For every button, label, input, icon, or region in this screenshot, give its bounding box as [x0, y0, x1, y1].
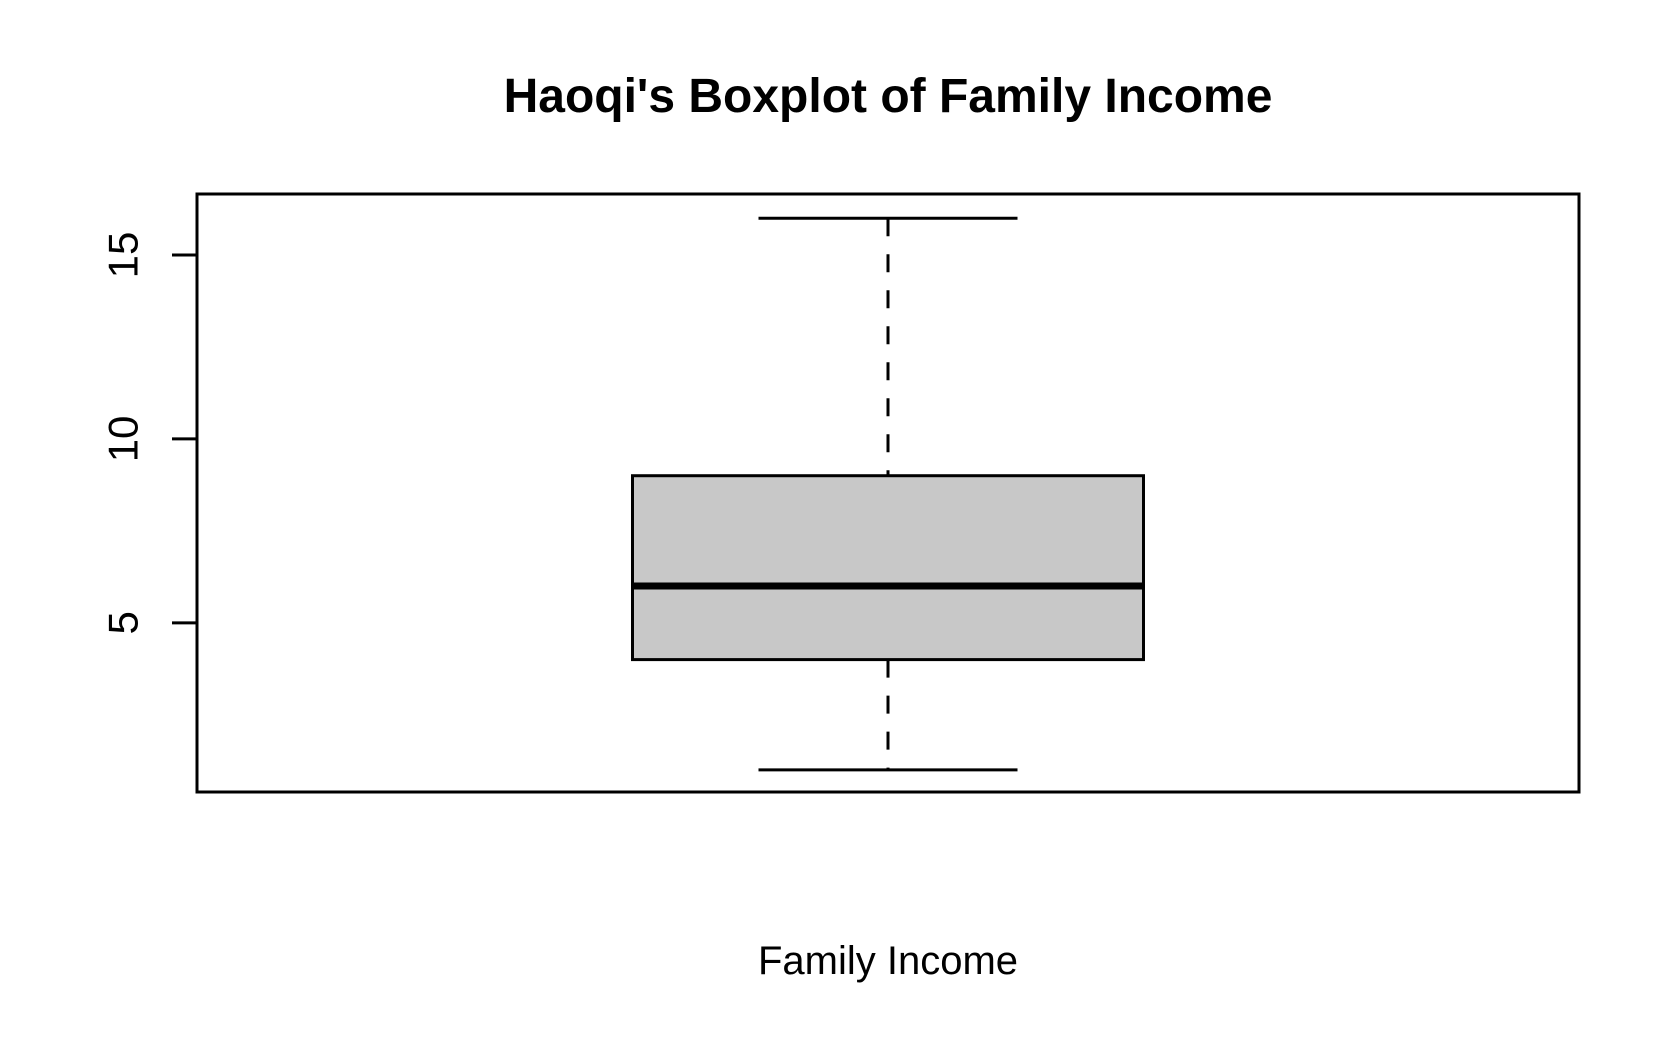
x-axis-label: Family Income	[757, 939, 1019, 983]
y-axis-tick-label: 5	[99, 611, 147, 635]
y-axis-tick-label: 10	[99, 415, 147, 463]
box-iqr	[633, 476, 1144, 660]
y-axis-tick-label: 15	[99, 231, 147, 279]
plot-body	[100, 194, 1579, 792]
chart-title: Haoqi's Boxplot of Family Income	[503, 70, 1273, 123]
